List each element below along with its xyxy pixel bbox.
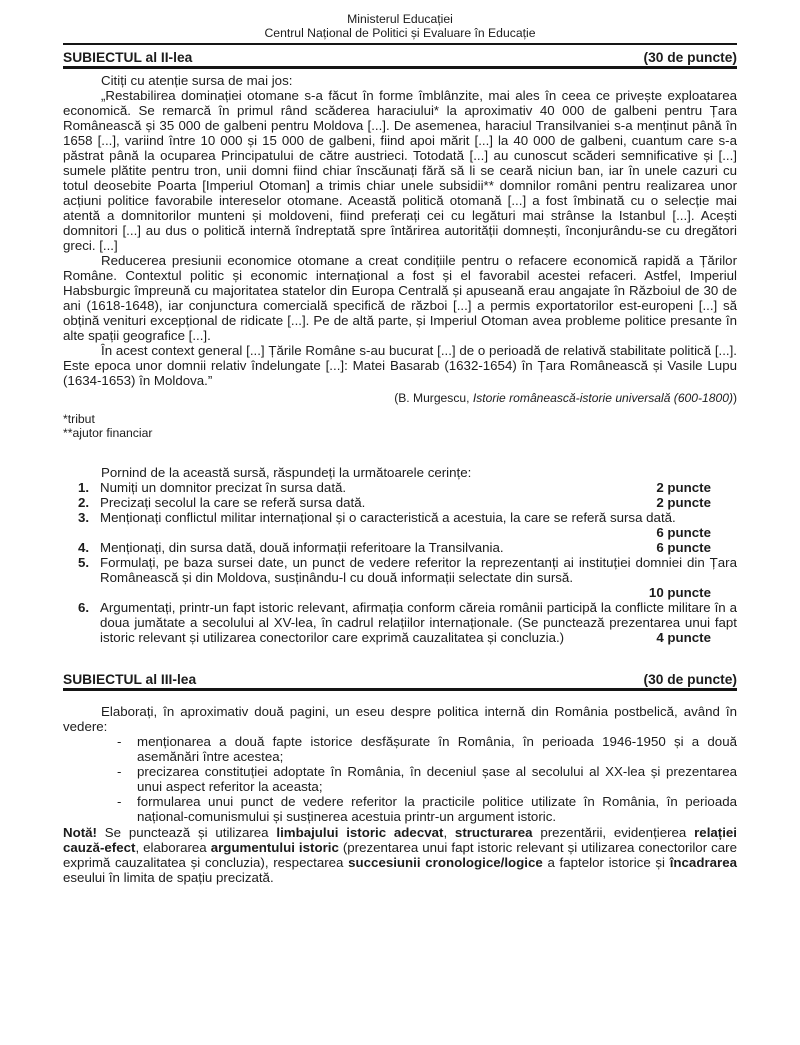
question-points: 10 puncte [648,585,711,600]
note-text: a faptelor istorice și [542,855,670,870]
note-bold-term: încadrarea [669,855,737,870]
ministry-name: Ministerul Educației [347,12,453,26]
question-number: 2. [78,495,90,510]
subject2-header [63,47,737,69]
footnote: *tribut [63,412,95,426]
note-paragraph [63,825,737,885]
subject2-points: (30 de puncte) [643,50,737,65]
note-text: Se punctează și utilizarea [96,825,277,840]
question-text: Numiți un domnitor precizat în sursa dată. 2 puncte [100,480,711,495]
essay-requirement [117,734,737,764]
essay-requirement-text: precizarea constituției adoptate în România, în deceniul șase al secolului al XX-lea și prezentarea unui aspect referitor la aceasta; [137,764,737,794]
essay-requirements-list [63,734,737,824]
question-text: Argumentați, printr-un fapt istoric relevant, afirmația conform căreia românii participă la conflicte militare în a doua jumătate a secolului al XV-lea, în cadrul relațiilor internaționale. (Se punctează prezentarea unui fapt istoric relevant și utilizarea conectorilor care exprimă cauzalitatea și concluzia.) 4 puncte [100,600,737,645]
question-item [78,555,737,600]
question-item [78,540,737,555]
questions-intro: Pornind de la această sursă, răspundeți la următoarele cerințe: [101,465,472,480]
citation-work-title: Istorie românească-istorie universală (600-1800) [472,391,733,405]
footnotes-block [63,412,737,440]
note-bold-term: Notă! [63,825,97,840]
question-text: Formulați, pe baza sursei date, un punct de vedere referitor la reprezentanți ai instituției domniei din Țara Românească și din Moldova, susținându-l cu două informații selectate din sursă. 10 puncte [100,555,737,600]
source-text-block [63,88,737,388]
note-bold-term: succesiunii cronologice/logice [348,855,543,870]
subject2-title: SUBIECTUL al II-lea [63,50,193,65]
source-paragraph: Reducerea presiunii economice otomane a creat condițiile pentru o refacere economică rapidă a Țărilor Române. Contextul politic și economic internațional a fost și el favorabil acestei refaceri. Astfel, Imperiul Habsburgic împreună cu majoritatea statelor din Europa Centrală și apuseană erau angajate în Războiul de 30 de ani (1618-1648), iar conjunctura comercială specifică de război [...] a permis exportatorilor est-europeni [...] să obțină venituri excepțional de ridicate [...]. Pe de altă parte, și Imperiul Otoman avea probleme politice presante în alte spații geografice [...]. [63,253,737,343]
question-text: Precizați secolul la care se referă sursa dată. 2 puncte [100,495,711,510]
questions-list [63,480,737,645]
note-text: prezentării, evidențierea [532,825,695,840]
question-points: 4 puncte [652,630,711,645]
note-bold-term: relației cauză-efect [63,825,737,855]
subject3-intro: Elaborați, în aproximativ două pagini, un eseu despre politica internă din România postbelică, având în vedere: [63,704,737,734]
question-points: 2 puncte [652,495,711,510]
footnote: **ajutor financiar [63,426,153,440]
source-paragraph: „Restabilirea dominației otomane s-a făcut în forme îmblânzite, mai ales în ceea ce privește exploatarea economică. Se remarcă în primul rând scăderea haraciului* la aproximativ 40 000 de galbeni pentru Țara Românească și 35 000 de galbeni pentru Moldova [...]. De asemenea, haraciul Transilvaniei s-a menținut până în 1658 [...], variind între 10 000 și 15 000 de galbeni, fiind apoi mărit [...] la 40 000 de galbeni, cuantum care s-a păstrat până la ocuparea Principatului de către austrieci. Totodată [...] au cunoscut scăderi semnificative și [...] sumele plătite pentru tron, unii domni fiind chiar înscăunați fără să li se ceară niciun ban, iar în unele cazuri cu totul deosebite Poarta [Imperiul Otoman] a trimis chiar unele subsidii** domnilor români pentru realizarea unor acțiuni politice favorabile intereselor otomane. Această politică otomană [...] a fost îmbinată cu o selecție mai atentă a domnitorilor munteni și moldoveni, fiind preferați cei cu legături mai strânse la Istanbul [...]. Acești domnitori [...] au dus o politică internă îndreptată spre întărirea autorității domnești, înconjurându-se cu dregători greci. [...] [63,88,737,253]
citation-close: ) [732,391,737,405]
essay-requirement-text: formularea unui punct de vedere referitor la practicile politice utilizate în România, în perioada național-comunismului și susținerea acestuia printr-un argument istoric. [137,794,737,824]
question-points: 6 puncte [652,525,711,540]
subject3-points: (30 de puncte) [643,672,737,687]
bullet-marker: - [117,734,122,749]
question-number: 1. [78,480,90,495]
bullet-marker: - [117,794,122,809]
question-number: 6. [78,600,90,615]
question-item [78,510,737,540]
question-points: 2 puncte [652,480,711,495]
note-text: , elaborarea [135,840,211,855]
question-text: Menționați conflictul militar internațional și o caracteristică a acestuia, la care se referă sursa dată. 6 puncte [100,510,711,540]
document-header [63,13,737,40]
question-item [78,480,737,495]
question-item [78,495,737,510]
center-name: Centrul Național de Politici și Evaluare în Educație [264,25,536,40]
question-number: 5. [78,555,90,570]
question-points: 6 puncte [652,540,711,555]
note-text: eseului în limita de spațiu precizată. [63,870,274,885]
note-text: (prezentarea unui fapt istoric relevant și utilizarea conectorilor care exprimă cauzalitatea și concluzia), respectarea [63,840,737,870]
header-divider [63,43,737,45]
essay-requirement-text: menționarea a două fapte istorice desfășurate în România, în perioada 1946-1950 și a două asemănări între acestea; [137,734,737,764]
subject2-instruction: Citiți cu atenție sursa de mai jos: [101,73,293,88]
note-text: , [443,825,455,840]
question-number: 4. [78,540,90,555]
essay-requirement [117,794,737,824]
source-citation [63,391,737,405]
note-bold-term: argumentului istoric [210,840,339,855]
bullet-marker: - [117,764,122,779]
essay-requirement [117,764,737,794]
note-bold-term: structurarea [454,825,533,840]
subject3-title: SUBIECTUL al III-lea [63,672,197,687]
note-bold-term: limbajului istoric adecvat [276,825,444,840]
source-paragraph: În acest context general [...] Țările Române s-au bucurat [...] de o perioadă de relativă stabilitate politică [...]. Este epoca unor domnii relativ îndelungate [...]: Matei Basarab (1632-1654) în Țara Românească și Vasile Lupu (1634-1653) în Moldova.” [63,343,737,388]
question-number: 3. [78,510,90,525]
subject3-header [63,669,737,691]
question-item [78,600,737,645]
question-text: Menționați, din sursa dată, două informații referitoare la Transilvania. 6 puncte [100,540,711,555]
citation-author: (B. Murgescu, [394,391,473,405]
